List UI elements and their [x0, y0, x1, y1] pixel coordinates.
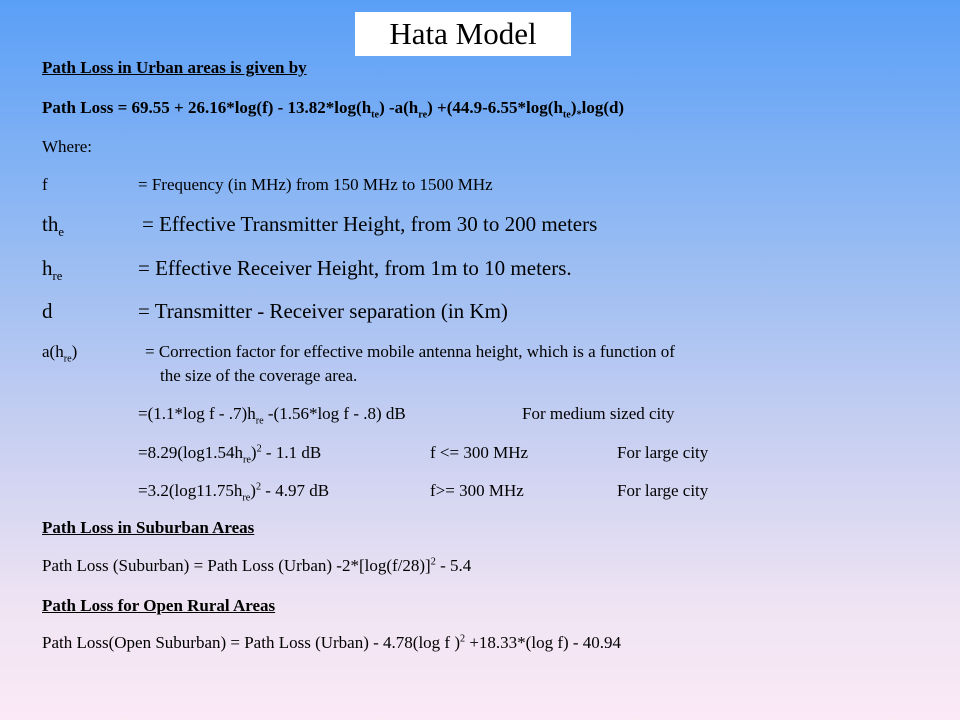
rural-heading: Path Loss for Open Rural Areas — [42, 596, 276, 615]
where-label: Where: — [42, 137, 93, 156]
suburban-formula: Path Loss (Suburban) = Path Loss (Urban) $-2*[\log(f/28)]^2 - 5.4$ — [42, 556, 472, 575]
def-d-desc: = Transmitter - Receiver separation (in Km) — [138, 299, 508, 323]
rural-formula: Path Loss(Open Suburban) = Path Loss (Urban) - 4.78(log f )$^2$ +18.33*(log f) - 40.94 — [42, 633, 622, 652]
correction-large1-condition: f <= 300 MHz — [430, 443, 529, 462]
urban-heading: Path Loss in Urban areas is given by — [42, 58, 307, 77]
correction-large1-note: For large city — [617, 443, 709, 462]
slide-title: Hata Model — [355, 12, 571, 56]
def-hre-desc: = Effective Receiver Height, from 1m to 10 meters. — [138, 256, 572, 280]
def-a-desc-line1: = Correction factor for effective mobile antenna height, which is a function of — [145, 342, 675, 361]
correction-medium-formula: =(1.1*log f - $.7)h_{re}$ -(1.56*log f - .8) dB — [138, 404, 406, 427]
correction-large2-condition: f>= 300 MHz — [430, 481, 524, 500]
correction-large2-note: For large city — [617, 481, 709, 500]
urban-formula: Path Loss = $69.55 + 26.16*\log(f) - 13.82*\log(h_{te})$ $-a(h_{re}) +(44.9-6.55*\log(h_{te})_*\log(d)$ — [42, 98, 625, 121]
def-the-symbol: $th_e$ — [42, 212, 64, 240]
def-the-desc: = Effective Transmitter Height, from 30 to 200 meters — [142, 212, 598, 236]
correction-large1-formula: $=8.29(\log 1.54h_{re})^2 - 1.1$ dB — [138, 443, 322, 466]
def-a-symbol: $a(h_{re})$ — [42, 342, 78, 365]
def-hre-symbol: $h_{re}$ — [42, 256, 63, 284]
def-d-symbol: d — [42, 299, 53, 323]
suburban-heading: Path Loss in Suburban Areas — [42, 518, 255, 537]
def-f-symbol: f — [42, 175, 48, 194]
def-a-desc-line2: the size of the coverage area. — [160, 366, 358, 385]
correction-large2-formula: $=3.2(\log 11.75h_{re})^2 - 4.97$ dB — [138, 481, 330, 504]
correction-medium-note: For medium sized city — [522, 404, 675, 423]
def-f-desc: = Frequency (in MHz) from 150 MHz to 1500 MHz — [138, 175, 493, 194]
